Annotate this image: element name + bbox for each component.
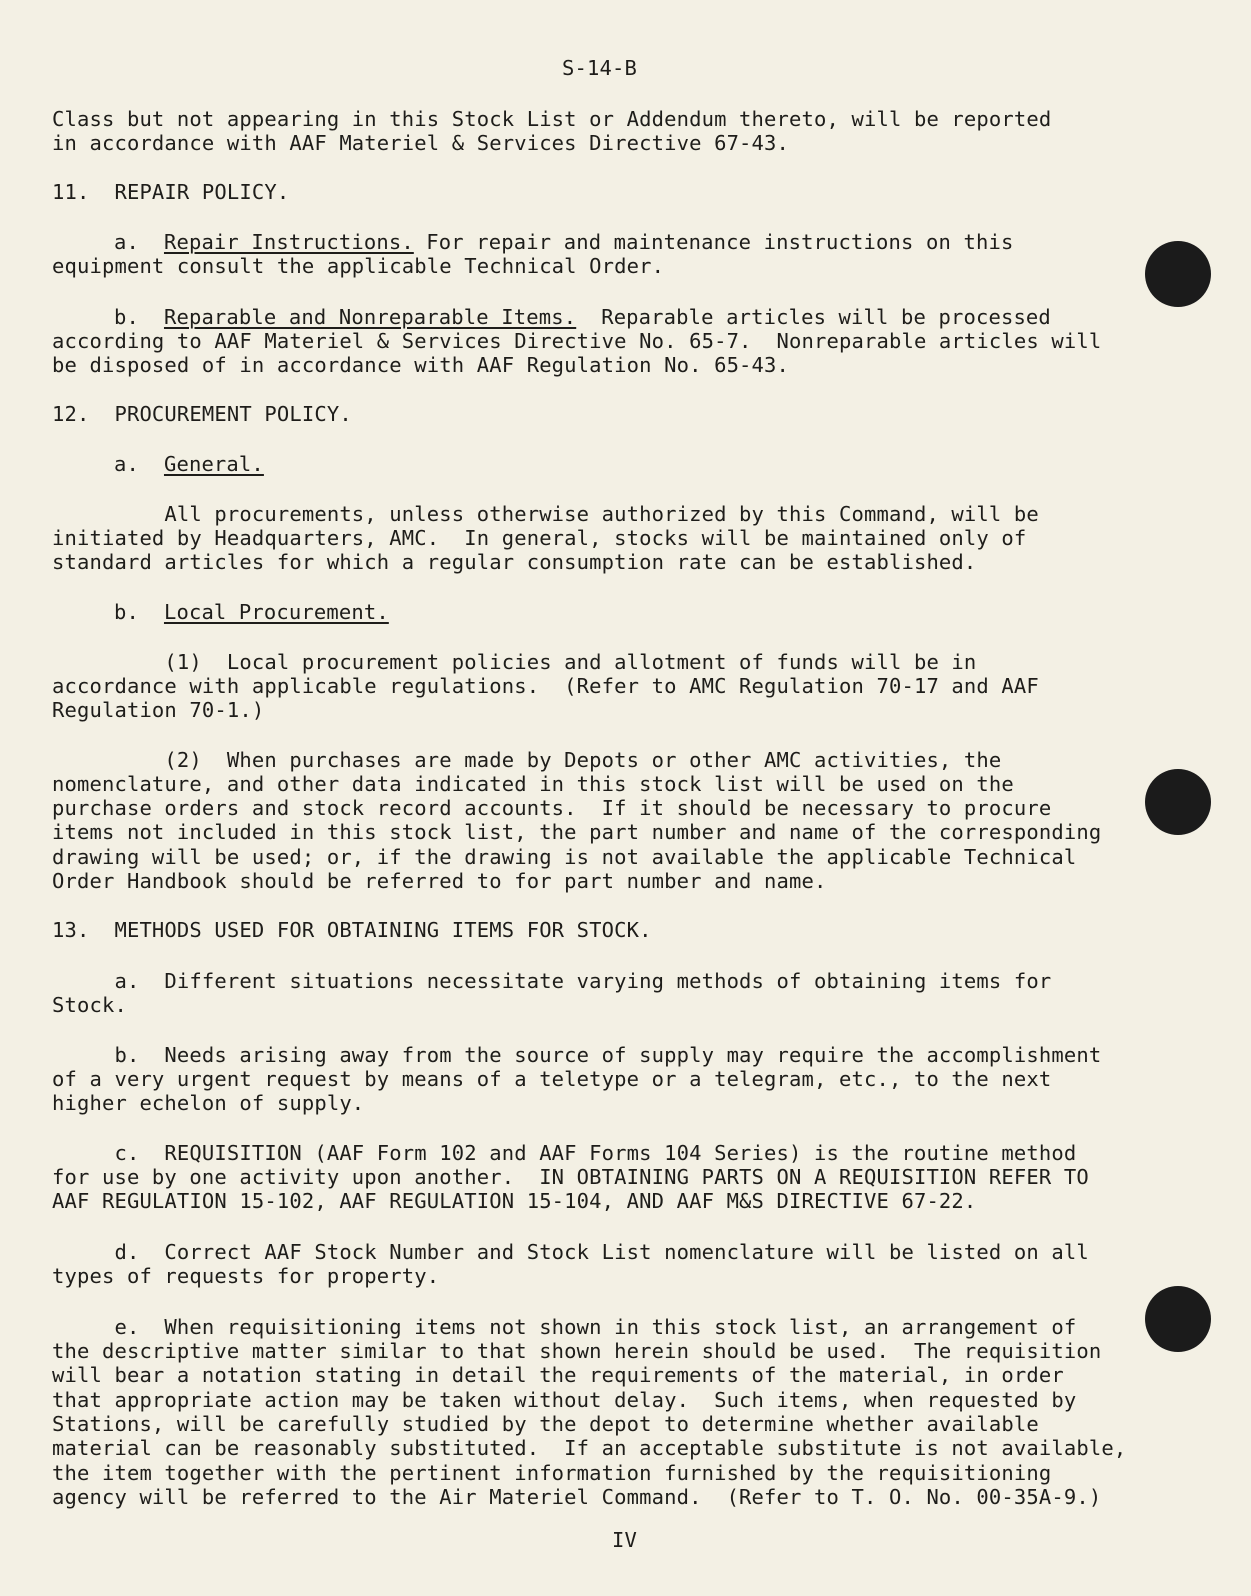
binder-hole-middle xyxy=(1145,769,1211,835)
s13-e-line-7: the item together with the pertinent information furnished by the requisitioning xyxy=(52,1461,1052,1485)
s12-a-line-1: All procurements, unless otherwise authorized by this Command, will be xyxy=(52,502,1039,526)
s12-b1-line-1: (1) Local procurement policies and allotment of funds will be in xyxy=(52,650,977,674)
s12-b2-line-3: purchase orders and stock record accounts. If it should be necessary to procure xyxy=(52,796,1052,820)
s11-a-title: Repair Instructions. xyxy=(163,230,414,254)
s13-c-line-3: AAF REGULATION 15-102, AAF REGULATION 15-104, AND AAF M&S DIRECTIVE 67-22. xyxy=(52,1189,977,1213)
s11-b-text: Reparable articles will be processed xyxy=(576,305,1051,329)
s12-a-line-2: initiated by Headquarters, AMC. In general, stocks will be maintained only of xyxy=(52,526,1027,550)
section-12-heading: 12. PROCUREMENT POLICY. xyxy=(52,402,352,426)
s12-b-title: Local Procurement. xyxy=(163,600,389,624)
s11-a-marker: a. xyxy=(114,230,139,254)
s11-b-marker: b. xyxy=(114,305,139,329)
s12-a-title: General. xyxy=(163,452,264,476)
s13-d-line-2: types of requests for property. xyxy=(52,1264,440,1288)
s12-b-heading xyxy=(114,600,389,625)
s13-e-line-3: will bear a notation stating in detail the requirements of the material, in order xyxy=(52,1363,1064,1387)
s12-b1-line-2: accordance with applicable regulations. (Refer to AMC Regulation 70-17 and AAF xyxy=(52,674,1039,698)
doc-number: S-14-B xyxy=(562,56,637,80)
binder-hole-top xyxy=(1145,241,1211,307)
s12-b-marker: b. xyxy=(114,600,139,624)
s11-b-line-2: according to AAF Materiel & Services Directive No. 65-7. Nonreparable articles will xyxy=(52,329,1102,353)
s13-a-line-2: Stock. xyxy=(52,993,127,1017)
page-number: IV xyxy=(612,1528,637,1552)
s13-e-line-8: agency will be referred to the Air Materiel Command. (Refer to T. O. No. 00-35A-9.) xyxy=(52,1485,1102,1509)
s12-a-marker: a. xyxy=(114,452,139,476)
s12-b2-line-1: (2) When purchases are made by Depots or other AMC activities, the xyxy=(52,748,1002,772)
s12-b2-line-5: drawing will be used; or, if the drawing is not available the applicable Technical xyxy=(52,845,1077,869)
s13-e-line-2: the descriptive matter similar to that shown herein should be used. The requisition xyxy=(52,1339,1102,1363)
carryover-line-2: in accordance with AAF Materiel & Services Directive 67-43. xyxy=(52,131,790,155)
s11-a-paragraph xyxy=(114,230,1013,255)
s13-b-line-1: b. Needs arising away from the source of supply may require the accomplishment xyxy=(52,1043,1102,1067)
s11-b-line-3: be disposed of in accordance with AAF Regulation No. 65-43. xyxy=(52,353,790,377)
s11-b-title: Reparable and Nonreparable Items. xyxy=(163,305,577,329)
s11-a-text: For repair and maintenance instructions on this xyxy=(413,230,1014,254)
binder-hole-bottom xyxy=(1145,1286,1211,1352)
s13-e-line-4: that appropriate action may be taken without delay. Such items, when requested by xyxy=(52,1388,1077,1412)
s12-a-heading xyxy=(114,452,264,477)
s13-d-line-1: d. Correct AAF Stock Number and Stock List nomenclature will be listed on all xyxy=(52,1240,1089,1264)
s12-b2-line-2: nomenclature, and other data indicated in this stock list will be used on the xyxy=(52,772,1014,796)
s12-b2-line-6: Order Handbook should be referred to for part number and name. xyxy=(52,869,827,893)
s12-a-line-3: standard articles for which a regular consumption rate can be established. xyxy=(52,550,977,574)
carryover-line-1: Class but not appearing in this Stock List or Addendum thereto, will be reported xyxy=(52,107,1052,131)
section-13-heading: 13. METHODS USED FOR OBTAINING ITEMS FOR STOCK. xyxy=(52,918,652,942)
s11-a-line-2: equipment consult the applicable Technical Order. xyxy=(52,254,665,278)
s13-a-line-1: a. Different situations necessitate varying methods of obtaining items for xyxy=(52,969,1052,993)
s13-c-line-2: for use by one activity upon another. IN OBTAINING PARTS ON A REQUISITION REFER TO xyxy=(52,1165,1089,1189)
s13-c-line-1: c. REQUISITION (AAF Form 102 and AAF Forms 104 Series) is the routine method xyxy=(52,1141,1077,1165)
s12-b1-line-3: Regulation 70-1.) xyxy=(52,698,265,722)
s13-b-line-2: of a very urgent request by means of a teletype or a telegram, etc., to the next xyxy=(52,1067,1052,1091)
s13-e-line-5: Stations, will be carefully studied by the depot to determine whether available xyxy=(52,1412,1039,1436)
section-11-heading: 11. REPAIR POLICY. xyxy=(52,180,290,204)
s13-e-line-1: e. When requisitioning items not shown in this stock list, an arrangement of xyxy=(52,1315,1077,1339)
s11-b-paragraph xyxy=(114,305,1051,330)
s12-b2-line-4: items not included in this stock list, the part number and name of the corresponding xyxy=(52,820,1102,844)
s13-e-line-6: material can be reasonably substituted. If an acceptable substitute is not available, xyxy=(52,1436,1127,1460)
s13-b-line-3: higher echelon of supply. xyxy=(52,1091,365,1115)
